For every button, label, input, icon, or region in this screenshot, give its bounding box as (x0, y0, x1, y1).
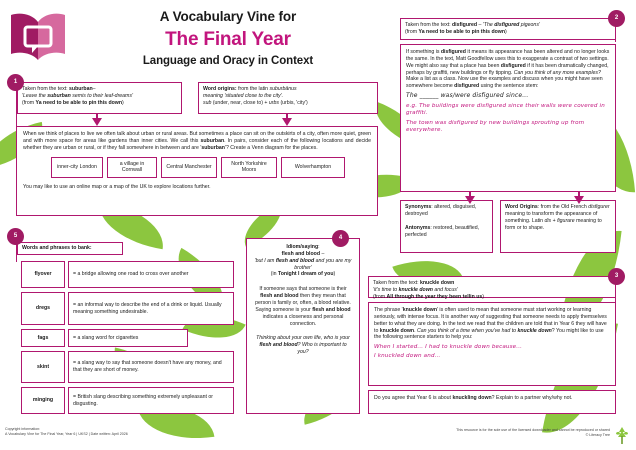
section2-explanation-box (400, 44, 616, 192)
word-bank-definition: = an informal way to describe the end of a drink or liquid. Usually meaning something undesirable. (68, 292, 234, 325)
venn-chip[interactable]: Central Manchester (161, 157, 217, 178)
s2-origins-t3: meaning to transform the appearance of something. Latin (505, 210, 598, 224)
s3-ex-c: ' is often used to mean that someone must start working or learning seriously, with intense focus. It is another way of suggesting that someone needs to apply themselves better to what they are doing. In the text we read that the children are told that in Year 6 they will have to (374, 307, 607, 334)
section1-source-box (17, 82, 182, 114)
s3-q-b: knuckling down (452, 395, 492, 401)
idiom-colon: : (318, 244, 320, 250)
s3-from-post: ) (482, 293, 484, 300)
s1-origins-latin: suburbānus (269, 86, 297, 92)
s2-ex-a: If something is (406, 49, 441, 55)
s1-quote-pre: 'Leave the (22, 92, 48, 99)
s2-origins-t2: disfigurer (588, 204, 610, 210)
literacy-tree-logo (612, 424, 632, 446)
s1-from-title: Ya need to be able to pin this down (35, 99, 123, 106)
s2-ex-b: disfigured (440, 49, 466, 55)
s1-quote-word: suburban (47, 92, 71, 99)
s3-quote-post: and focus' (432, 286, 458, 293)
title-line-1: A Vocabulary Vine for (159, 9, 297, 24)
s2-origins-t6: figurare (557, 217, 575, 224)
s2-ex-i: using the sentence stem: (479, 83, 539, 90)
s1-act-c: . In pairs, consider each of the following locations and decide whether they are urban or rural, or if they fall somewhere in between and are ' (23, 137, 371, 151)
section1-arrow-a (92, 118, 102, 126)
section2-example-1: e.g. The buildings were disfigured since their walls were covered in graffiti. (406, 103, 605, 117)
s3-q-c: ? Explain to a partner why/why not. (491, 395, 573, 401)
s2-quote-word: disfigured (494, 22, 520, 28)
s3-ex-f: Can you think of a time when you've had to (416, 327, 518, 334)
s4-p2-d: flesh and blood (312, 306, 351, 313)
s3-from-title: All through the year they been tellin us (386, 293, 483, 300)
synonyms-text: : altered, disguised, destroyed (405, 204, 477, 217)
section1-activity-box (16, 126, 378, 216)
s1-origins-t1: from the latin (236, 86, 270, 92)
section3-explanation-paragraph (374, 307, 610, 341)
brand-line: © Literacy Tree (585, 433, 610, 438)
section4-reflection (253, 335, 353, 356)
s2-ex-d: disfigured (500, 62, 526, 69)
s2-ex-e: if it has been dramatically changed, perhaps by graffiti, new buildings or fly tipping. (406, 62, 609, 76)
antonyms-text: : restored, beautified, perfected (405, 224, 480, 238)
open-book-speech-bubble-logo (8, 10, 68, 68)
section3-question-box (368, 390, 616, 414)
section4-explanation (253, 286, 353, 327)
s1-source-label: Taken from the text: (22, 86, 68, 92)
s1-from-post: ) (122, 99, 124, 106)
s1-source-word: suburban (69, 86, 93, 92)
title-line-2: The Final Year (165, 28, 291, 50)
footer-notice (456, 428, 610, 439)
s2-origins-t4: dis (544, 217, 552, 224)
s1-origins-t2: meaning 'situated close to the city'. (203, 92, 284, 99)
word-bank-row (21, 261, 234, 288)
s1-origins-t3c: urbs (268, 99, 279, 106)
word-bank-term: dregs (21, 292, 65, 325)
section3-hand-line-1: When I started... I had to knuckle down because... (374, 344, 523, 351)
s1-quote-post: semis to their leaf-dreams' (70, 92, 133, 99)
idiom-quote-word: flesh and blood (275, 257, 315, 264)
section-badge-2: 2 (608, 10, 625, 27)
word-bank-definition: = British slang describing something extremely unpleasant or disgusting. (68, 387, 234, 414)
section2-arrow-b (574, 196, 584, 204)
venn-chip[interactable]: inner-city London (51, 157, 103, 178)
word-bank-term: skint (21, 351, 65, 383)
s2-origins-t5: + (551, 217, 558, 224)
word-bank-term: minging (21, 387, 65, 414)
s3-quote-pre: 'it's time to (373, 286, 399, 293)
s2-ex-f: Can you think of any more examples? (513, 69, 601, 76)
s1-origins-t3b: (under, near, close to) + (211, 99, 269, 106)
word-bank-definition: = a slang word for cigarettes (68, 329, 188, 347)
word-bank-row (21, 351, 234, 383)
s2-ex-g: Make a list as a class. Now use the examples and discuss when you might have seen somewhere become (406, 76, 603, 90)
section-badge-3: 3 (608, 268, 625, 285)
section3-hand-line-2: I knuckled down and... (374, 352, 441, 359)
section3-source-box (368, 276, 616, 298)
section-badge-5: 5 (7, 228, 24, 245)
word-bank-row (21, 387, 234, 414)
section2-explanation-paragraph (406, 49, 610, 90)
venn-chip[interactable]: a village in Cornwall (107, 157, 157, 178)
s4-p3-c: ? Who is important to you? (297, 342, 347, 356)
section1-activity-paragraph (23, 131, 371, 152)
s2-ex-h: disfigured (454, 83, 480, 90)
idiom-quote-post: and you are my brother' (294, 257, 352, 271)
idiom-source-pre: (in (270, 271, 278, 278)
s3-ex-g: knuckle down (517, 327, 552, 334)
section5-heading-box (17, 242, 123, 255)
s3-ex-e: . (414, 327, 417, 334)
venn-chip[interactable]: Wolverhampton (281, 157, 345, 178)
s1-origins-t3d: (urbis, 'city') (279, 99, 308, 106)
idiom-dash: – (320, 250, 325, 257)
section1-arrow-b (282, 118, 292, 126)
s2-from-post: ) (505, 28, 507, 35)
section-badge-1: 1 (7, 74, 24, 91)
s2-source-label: Taken from the text: (405, 22, 452, 28)
s1-dash: – (92, 86, 96, 92)
title-line-3: Language and Oracy in Context (142, 54, 314, 67)
s1-act-a: When we think of places to live we often talk about urban or rural areas. But sometimes a place can sit on the outskirts of a city, often more quiet, green and with more space for areas like gardens than inner cities. We call this (23, 131, 371, 144)
copyright-line: A Vocabulary Vine for The Final Year, Year 6 | UKS2 | Date written: April 2026 (5, 432, 128, 437)
s2-origins-t7: meaning to form or to shape. (505, 217, 602, 231)
usage-notice: This resource is for the sole use of the licensed downloader and cannot be reproduced or shared (456, 428, 610, 432)
s4-p3-a: Thinking about your own life, who is your (256, 335, 350, 342)
s2-origins-label: Word Origins (505, 204, 538, 210)
section1-word-origins-box (198, 82, 378, 114)
idiom-phrase: flesh and blood (281, 250, 320, 257)
word-bank-term: flyover (21, 261, 65, 288)
s4-p2-a: If someone says that someone is their (259, 286, 347, 293)
word-bank-definition: = a slang way to say that someone doesn't have any money, and that they are short of money. (68, 351, 234, 383)
page-title-block (78, 8, 378, 69)
section2-example-2: The town was disfigured by new buildings sprouting up from everywhere. (406, 119, 585, 134)
word-bank-row (21, 292, 234, 325)
s3-q-a: Do you agree that Year 6 is about (374, 395, 453, 401)
s2-origins-t1: : from the Old French (537, 204, 589, 210)
section3-question-text (374, 395, 610, 402)
footer-copyright (5, 427, 128, 437)
section2-synonyms-box (400, 200, 493, 253)
section5-heading: Words and phrases to bank: (22, 245, 92, 252)
section1-chip-row (51, 157, 371, 178)
s2-dash: – 'The (477, 22, 495, 28)
s3-from-pre: (from (373, 293, 387, 300)
section4-idiom-box (246, 238, 360, 414)
s1-from-pre: (from (22, 99, 36, 106)
section-badge-4: 4 (332, 230, 349, 247)
copyright-label: Copyright information: (5, 427, 41, 431)
section2-source-box (400, 18, 616, 40)
idiom-label: Idiom/saying (286, 244, 319, 250)
word-bank-definition: = a bridge allowing one road to cross over another (68, 261, 234, 288)
s2-from-title: Ya need to be able to pin this down (418, 28, 506, 35)
s2-source-word: disfigured (452, 22, 478, 28)
word-bank-term: fags (21, 329, 65, 347)
s2-from-pre: (from (405, 28, 419, 35)
word-bank-row (21, 329, 188, 347)
venn-chip[interactable]: North Yorkshire Moors (221, 157, 277, 178)
s1-act-e: '? Create a Venn diagram for the places. (224, 144, 318, 151)
s3-ex-d: knuckle down (379, 327, 415, 334)
synonyms-label: Synonyms (405, 204, 432, 210)
idiom-quote-pre: 'but I am (254, 257, 276, 264)
s3-source-label: Taken from the text: (373, 280, 420, 286)
s3-quote-word: knuckle down (398, 286, 433, 293)
section2-sentence-stem: The ______ was/were disfigured since... (406, 92, 529, 100)
s1-origins-t3a: sub (203, 99, 212, 106)
s4-p2-b: flesh and blood (260, 293, 299, 300)
idiom-source-title: Tonight I dream of you (277, 271, 334, 278)
s3-ex-a: The phrase ' (374, 307, 403, 313)
section2-word-origins-box (500, 200, 616, 253)
s4-p2-e: indicates a closeness and personal connection. (262, 313, 344, 327)
idiom-source-post: ) (333, 271, 336, 278)
s4-p2-c: then they mean that person is family or, often, a blood relative. Saying someone is your (255, 293, 351, 313)
section2-arrow-a (465, 196, 475, 204)
s1-act-d: suburban (201, 144, 225, 151)
s1-origins-label: Word origins: (203, 86, 237, 92)
s1-act-b: suburban (200, 137, 225, 144)
s3-ex-b: knuckle down (402, 307, 437, 313)
section3-explanation-box (368, 302, 616, 386)
s3-ex-h: ? You might like to use the following sentence starters to help you: (374, 327, 604, 341)
s4-p3-b: flesh and blood (259, 342, 298, 349)
s2-ex-c: it means its appearance has been altered and no longer looks the same. In the text, Matt Goodfellow uses this to exaggerate a contrast of two settings. We might also say that a place has been (406, 49, 610, 69)
antonyms-label: Antonyms (405, 224, 431, 231)
s3-source-word: knuckle down (420, 280, 455, 286)
s2-quote-post: pigeons' (519, 22, 540, 28)
section1-activity-footer: You may like to use an online map or a map of the UK to explore locations further. (23, 183, 211, 190)
